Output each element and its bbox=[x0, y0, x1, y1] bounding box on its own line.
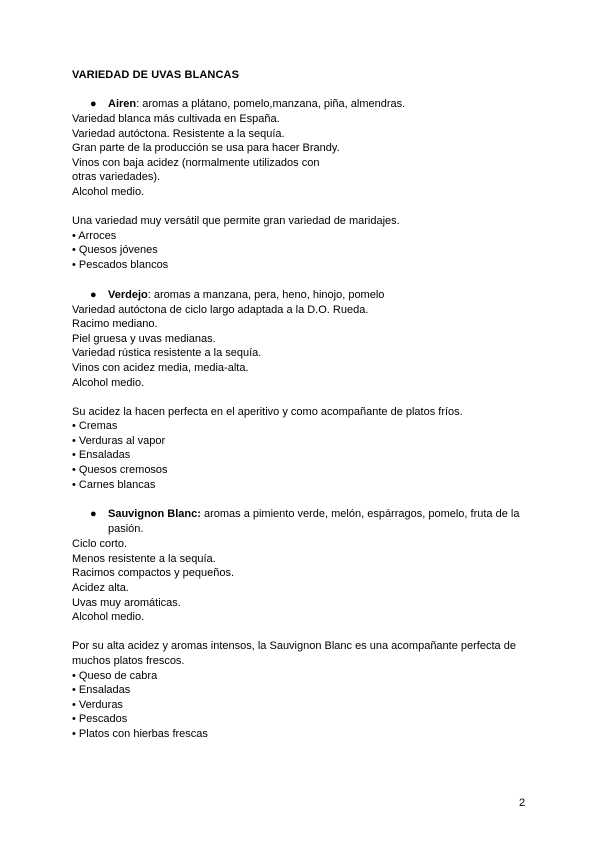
variety-line: otras variedades). bbox=[72, 171, 161, 184]
pairing-intro: Una variedad muy versátil que permite gran variedad de maridajes. bbox=[72, 215, 400, 228]
variety-airen bbox=[72, 97, 532, 273]
pairing-item: • Ensaladas bbox=[72, 449, 131, 462]
variety-line: Uvas muy aromáticas. bbox=[72, 596, 181, 609]
variety-line: Vinos con acidez media, media-alta. bbox=[72, 361, 249, 374]
variety-heading bbox=[72, 507, 532, 537]
variety-line: Menos resistente a la sequía. bbox=[72, 552, 216, 565]
pairing-item: • Platos con hierbas frescas bbox=[72, 727, 208, 740]
page-number: 2 bbox=[519, 797, 526, 809]
variety-name: Verdejo bbox=[108, 288, 148, 301]
variety-aromas: aromas a manzana, pera, heno, hinojo, pomelo bbox=[150, 288, 385, 301]
document-page bbox=[72, 68, 532, 742]
bullet-dot-icon: ● bbox=[90, 508, 97, 521]
variety-line: Variedad rústica resistente a la sequía. bbox=[72, 347, 262, 360]
pairing-item: • Ensaladas bbox=[72, 684, 131, 697]
variety-line: Racimo mediano. bbox=[72, 318, 158, 331]
variety-line: Acidez alta. bbox=[72, 582, 129, 595]
variety-aromas: aromas a plátano, pomelo,manzana, piña, almendras. bbox=[139, 98, 406, 110]
variety-line: Alcohol medio. bbox=[72, 611, 145, 624]
variety-line: Variedad autóctona de ciclo largo adaptada a la D.O. Rueda. bbox=[72, 303, 369, 316]
pairing-item: • Verduras bbox=[72, 698, 123, 711]
variety-line: Alcohol medio. bbox=[72, 376, 145, 389]
variety-line: Gran parte de la producción se usa para hacer Brandy. bbox=[72, 142, 340, 155]
pairing-intro: Por su alta acidez y aromas intensos, la Sauvignon Blanc es una acompañante perfecta de bbox=[72, 640, 516, 653]
page-title: VARIEDAD DE UVAS BLANCAS bbox=[72, 69, 240, 81]
pairing-item: • Queso de cabra bbox=[72, 669, 158, 682]
variety-name: Sauvignon Blanc: bbox=[108, 508, 201, 521]
variety-heading: ● Verdejo: aromas a manzana, pera, heno, hinojo, pomelo bbox=[90, 288, 385, 301]
variety-line: Racimos compactos y pequeños. bbox=[72, 567, 235, 580]
variety-sauvignon-blanc bbox=[72, 507, 532, 741]
pairing-item: • Carnes blancas bbox=[72, 478, 156, 491]
pairing-item: • Verduras al vapor bbox=[72, 434, 166, 447]
pairing-item: • Cremas bbox=[72, 420, 118, 433]
pairing-item: • Quesos cremosos bbox=[72, 464, 168, 477]
variety-line: Ciclo corto. bbox=[72, 538, 128, 551]
pairing-item: • Arroces bbox=[72, 229, 117, 242]
pairing-item: • Quesos jóvenes bbox=[72, 244, 158, 257]
bullet-dot-icon: ● bbox=[90, 98, 97, 110]
pairing-item: • Pescados blancos bbox=[72, 258, 169, 271]
variety-heading: ● Airen: aromas a plátano, pomelo,manzana, piña, almendras. bbox=[90, 98, 406, 110]
pairing-intro: Su acidez la hacen perfecta en el aperitivo y como acompañante de platos fríos. bbox=[72, 405, 463, 418]
variety-line: Alcohol medio. bbox=[72, 185, 145, 198]
pairing-intro: muchos platos frescos. bbox=[72, 655, 185, 667]
variety-verdejo bbox=[72, 288, 532, 493]
variety-line: Vinos con baja acidez (normalmente utilizados con bbox=[72, 156, 320, 169]
variety-line: Variedad autóctona. Resistente a la sequía. bbox=[72, 127, 285, 140]
variety-aromas: aromas a pimiento verde, melón, espárragos, pomelo, fruta de la pasión. bbox=[108, 508, 520, 536]
pairing-item: • Pescados bbox=[72, 713, 128, 726]
variety-name: Airen bbox=[108, 98, 137, 110]
bullet-dot-icon: ● bbox=[90, 288, 97, 301]
variety-line: Piel gruesa y uvas medianas. bbox=[72, 332, 216, 345]
variety-line: Variedad blanca más cultivada en España. bbox=[72, 113, 280, 125]
